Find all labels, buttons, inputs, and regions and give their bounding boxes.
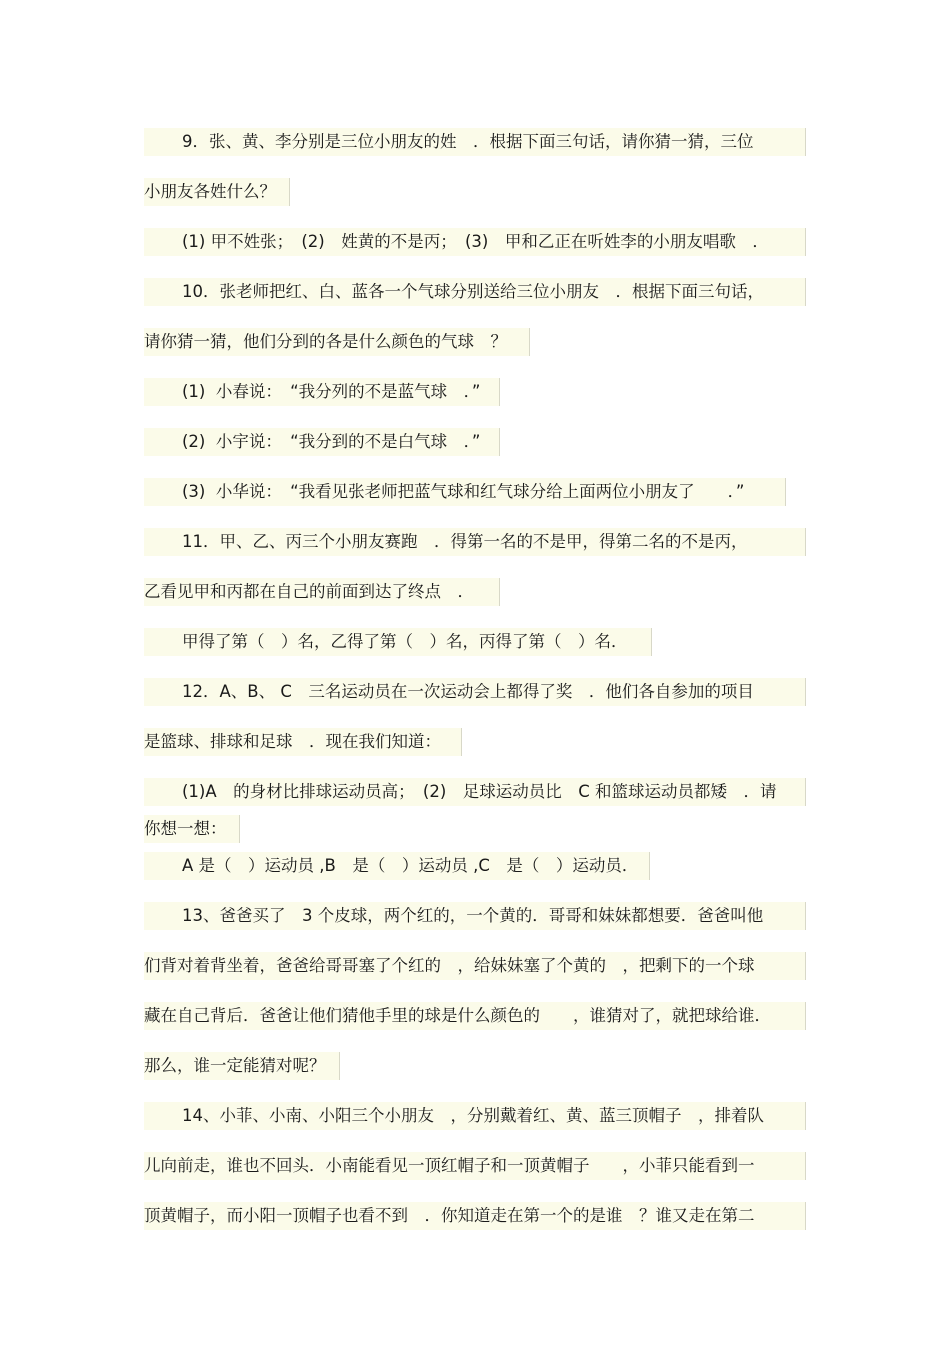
q14-line-3: 顶黄帽子，而小阳一顶帽子也看不到 ．你知道走在第一个的是谁 ？谁又走在第二 — [144, 1202, 806, 1230]
q14-line-2: 儿向前走，谁也不回头．小南能看见一顶红帽子和一顶黄帽子 ，小菲只能看到一 — [144, 1152, 806, 1180]
q9-line-2: 小朋友各姓什么？ — [144, 178, 290, 206]
q10-clue-3: (3) 小华说： “我看见张老师把蓝气球和红气球分给上面两位小朋友了 ．” — [144, 478, 786, 506]
q14-line-1: 14、小菲、小南、小阳三个小朋友 ，分别戴着红、黄、蓝三顶帽子 ，排着队 — [144, 1102, 806, 1130]
q12-line-1: 12．A、B、 C 三名运动员在一次运动会上都得了奖 ．他们各自参加的项目 — [144, 678, 806, 706]
q11-line-1: 11．甲、乙、丙三个小朋友赛跑 ．得第一名的不是甲，得第二名的不是丙， — [144, 528, 806, 556]
q11-answer: 甲得了第（ ）名，乙得了第（ ）名，丙得了第（ ）名． — [144, 628, 652, 656]
q13-line-2: 们背对着背坐着，爸爸给哥哥塞了个红的 ，给妹妹塞了个黄的 ，把剩下的一个球 — [144, 952, 806, 980]
q13-line-4: 那么，谁一定能猜对呢？ — [144, 1052, 340, 1080]
q9-line-1: 9．张、黄、李分别是三位小朋友的姓 ．根据下面三句话，请你猜一猜，三位 — [144, 128, 806, 156]
q13-line-1: 13、爸爸买了 3 个皮球，两个红的，一个黄的．哥哥和妹妹都想要．爸爸叫他 — [144, 902, 806, 930]
q10-clue-2: (2) 小宇说： “我分到的不是白气球 ．” — [144, 428, 500, 456]
q11-line-2: 乙看见甲和丙都在自己的前面到达了终点 ． — [144, 578, 500, 606]
q12-line-3: (1)A 的身材比排球运动员高； (2) 足球运动员比 C 和篮球运动员都矮 ．请 — [144, 778, 806, 806]
q12-line-4: 你想一想： — [144, 815, 240, 843]
q9-clues: (1) 甲不姓张； (2) 姓黄的不是丙； (3) 甲和乙正在听姓李的小朋友唱歌 ． — [144, 228, 806, 256]
q10-clue-1: (1) 小春说： “我分列的不是蓝气球 ．” — [144, 378, 500, 406]
q10-line-1: 10．张老师把红、白、蓝各一个气球分别送给三位小朋友 ．根据下面三句话， — [144, 278, 806, 306]
q10-line-2: 请你猜一猜，他们分到的各是什么颜色的气球 ？ — [144, 328, 530, 356]
q12-answer: A 是（ ）运动员 ,B 是（ ）运动员 ,C 是（ ）运动员． — [144, 852, 650, 880]
q12-line-2: 是篮球、排球和足球 ．现在我们知道： — [144, 728, 462, 756]
q13-line-3: 藏在自己背后．爸爸让他们猜他手里的球是什么颜色的 ，谁猜对了，就把球给谁． — [144, 1002, 806, 1030]
